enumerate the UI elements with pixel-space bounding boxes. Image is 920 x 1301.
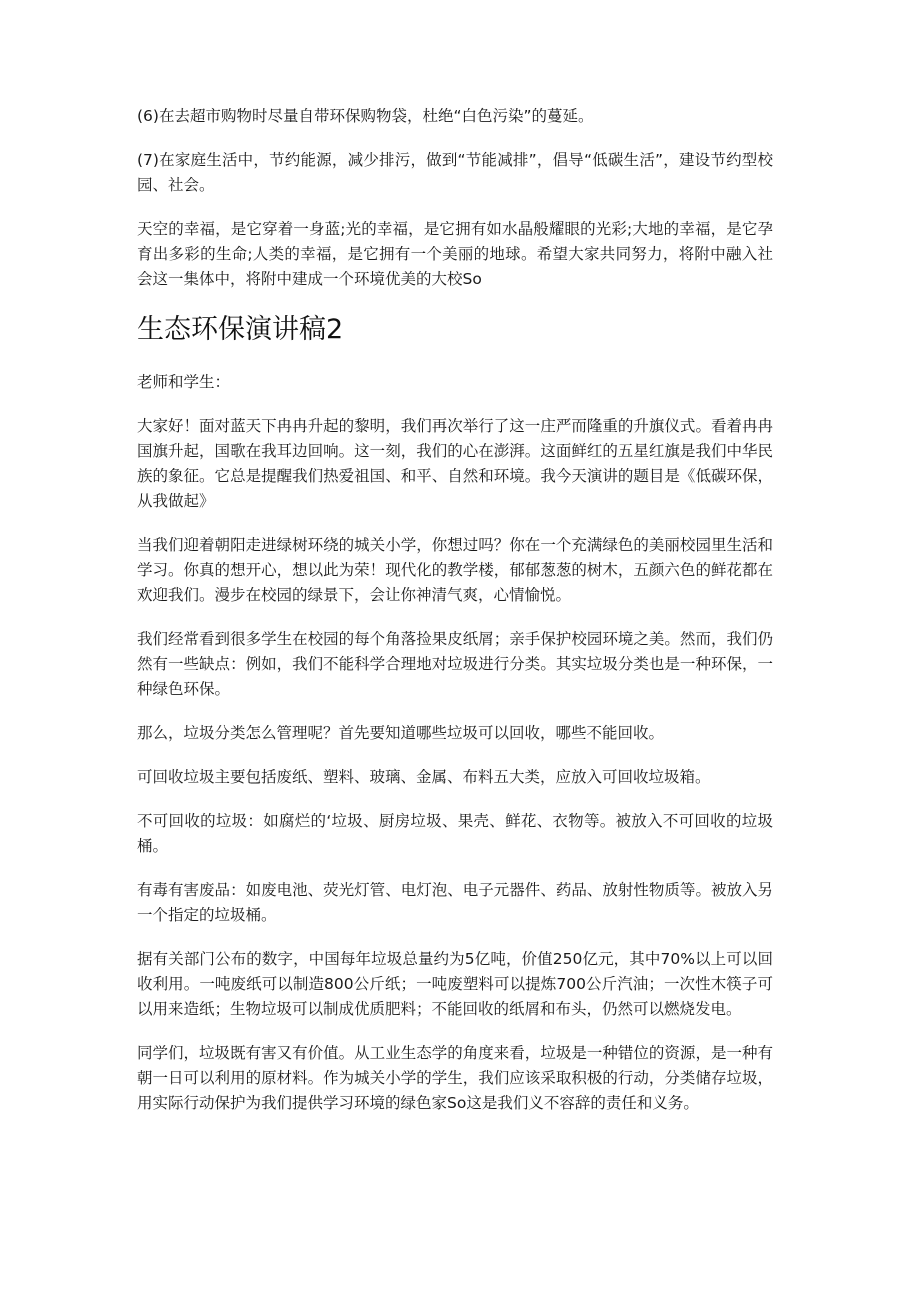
paragraph-question: 那么，垃圾分类怎么管理呢？首先要知道哪些垃圾可以回收，哪些不能回收。	[137, 724, 665, 742]
paragraph-item-7: (7)在家庭生活中，节约能源，减少排污，做到“节能减排”，倡导“低碳生活”，建设节约型校园、社会。	[137, 151, 773, 194]
paragraph-closing: 天空的幸福，是它穿着一身蓝;光的幸福，是它拥有如水晶般耀眼的光彩;大地的幸福，是它孕育出多彩的生命;人类的幸福，是它拥有一个美丽的地球。希望大家共同努力，将附中融入社会这一集体中，将附中建成一个环境优美的大校So	[137, 220, 773, 288]
salutation: 老师和学生：	[137, 373, 231, 391]
paragraph-campus: 当我们迎着朝阳走进绿树环绕的城关小学，你想过吗？你在一个充满绿色的美丽校园里生活和学习。你真的想开心，想以此为荣！现代化的教学楼，郁郁葱葱的树木，五颜六色的鲜花都在欢迎我们。漫步在校园的绿景下，会让你神清气爽，心情愉悦。	[137, 536, 773, 604]
section-title: 生态环保演讲稿2	[137, 314, 344, 345]
paragraph-greeting: 大家好！面对蓝天下冉冉升起的黎明，我们再次举行了这一庄严而隆重的升旗仪式。看着冉冉国旗升起，国歌在我耳边回响。这一刻，我们的心在澎湃。这面鲜红的五星红旗是我们中华民族的象征。它总是提醒我们热爱祖国、和平、自然和环境。我今天演讲的题目是《低碳环保，从我做起》	[137, 417, 773, 510]
paragraph-non-recyclable: 不可回收的垃圾：如腐烂的‘垃圾、厨房垃圾、果壳、鲜花、衣物等。被放入不可回收的垃圾桶。	[137, 812, 773, 855]
paragraph-hazardous: 有毒有害废品：如废电池、荧光灯管、电灯泡、电子元器件、药品、放射性物质等。被放入另一个指定的垃圾桶。	[137, 881, 773, 924]
document-page	[137, 104, 773, 1135]
paragraph-item-6: (6)在去超市购物时尽量自带环保购物袋，杜绝“白色污染”的蔓延。	[137, 107, 594, 125]
paragraph-conclusion: 同学们，垃圾既有害又有价值。从工业生态学的角度来看，垃圾是一种错位的资源，是一种有朝一日可以利用的原材料。作为城关小学的学生，我们应该采取积极的行动，分类储存垃圾，用实际行动保护为我们提供学习环境的绿色家So这是我们义不容辞的责任和义务。	[137, 1044, 773, 1112]
paragraph-shortcomings: 我们经常看到很多学生在校园的每个角落捡果皮纸屑；亲手保护校园环境之美。然而，我们仍然有一些缺点：例如，我们不能科学合理地对垃圾进行分类。其实垃圾分类也是一种环保，一种绿色环保。	[137, 630, 773, 698]
paragraph-recyclable: 可回收垃圾主要包括废纸、塑料、玻璃、金属、布料五大类，应放入可回收垃圾箱。	[137, 768, 711, 786]
paragraph-statistics: 据有关部门公布的数字，中国每年垃圾总量约为5亿吨，价值250亿元，其中70%以上可以回收利用。一吨废纸可以制造800公斤纸；一吨废塑料可以提炼700公斤汽油；一次性木筷子可以用来造纸；生物垃圾可以制成优质肥料；不能回收的纸屑和布头，仍然可以燃烧发电。	[137, 950, 773, 1018]
